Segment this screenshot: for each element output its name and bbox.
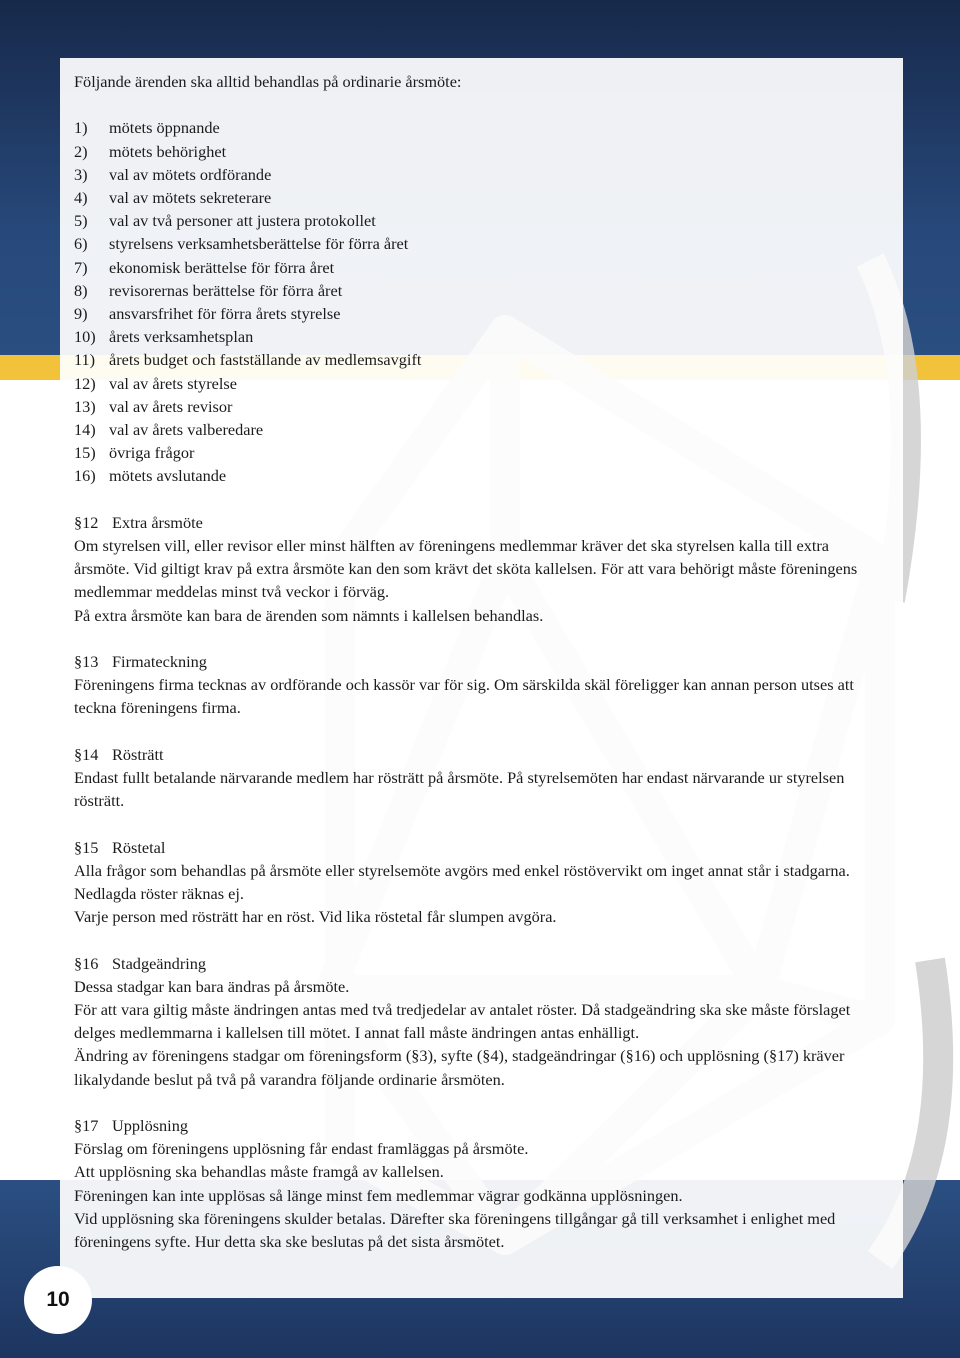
- list-item: [74, 163, 883, 186]
- list-item: [74, 140, 883, 163]
- section-paragraph: Föreningens firma tecknas av ordförande och kassör var för sig. Om särskilda skäl föreligger kan annan person utses att teckna föreningens firma.: [74, 675, 854, 718]
- list-item-number: 16): [74, 466, 96, 486]
- list-item: [74, 325, 883, 348]
- section-paragraph: Att upplösning ska behandlas måste framgå av kallelsen.: [74, 1162, 444, 1182]
- list-item: [74, 256, 883, 279]
- list-item-number: 4): [74, 188, 88, 207]
- list-item: [74, 186, 883, 209]
- section-symbol: §13: [74, 652, 99, 672]
- section-paragraph: På extra årsmöte kan bara de ärenden som nämnts i kallelsen behandlas.: [74, 605, 544, 625]
- list-item-number: 7): [74, 257, 88, 277]
- section-title: Upplösning: [112, 1116, 188, 1136]
- section-symbol: §16: [74, 953, 99, 973]
- list-item-number: 5): [74, 211, 88, 231]
- list-item-text: mötets behörighet: [109, 141, 227, 161]
- list-item: [74, 441, 883, 464]
- section-extra-arsmote: [74, 511, 883, 627]
- section-rostratt: [74, 743, 883, 813]
- list-item: [74, 279, 883, 302]
- list-item-text: val av mötets sekreterare: [109, 188, 272, 207]
- list-item-number: 13): [74, 396, 96, 416]
- page-number: 10: [24, 1266, 92, 1334]
- section-upplosning: [74, 1114, 883, 1253]
- list-item-number: 14): [74, 420, 96, 440]
- section-paragraph: Vid upplösning ska föreningens skulder betalas. Därefter ska föreningens tillgångar gå till verksamhet i enlighet med föreningens syfte. Hur detta ska ske beslutas på det sista årsmötet.: [74, 1208, 836, 1252]
- list-item-text: val av årets revisor: [109, 396, 233, 416]
- list-item-number: 6): [74, 234, 88, 254]
- section-stadgeandring: [74, 952, 883, 1091]
- section-paragraph: Om styrelsen vill, eller revisor eller minst hälften av föreningens medlemmar kräver det ska styrelsen kalla till extra årsmöte. Vid giltigt krav på extra årsmöte kan den som krävt det sköta kallelsen. För att vara behörigt måste föreningens medlemmar meddelas minst två veckor i förväg.: [74, 536, 858, 602]
- section-paragraph: Ändring av föreningens stadgar om föreningsform (§3), syfte (§4), stadgeändringar (§16) och upplösning (§17) kräver likalydande beslut på två på varandra följande ordinarie årsmöten.: [74, 1046, 845, 1089]
- section-paragraph: För att vara giltig måste ändringen antas med två tredjedelar av antalet röster. Då stadgeändring ska ske måste förslaget delges medlemmarna i kallelsen till mötet. I annat fall måste ändringen antas enhälligt.: [74, 1000, 851, 1043]
- section-heading: [74, 743, 883, 766]
- list-item-number: 12): [74, 373, 96, 393]
- section-paragraph: Alla frågor som behandlas på årsmöte eller styrelsemöte avgörs med enkel röstövervikt om inget annat står i stadgarna. Nedlagda röster räknas ej.: [74, 860, 850, 904]
- section-heading: [74, 511, 883, 534]
- list-item-text: ansvarsfrihet för förra årets styrelse: [109, 304, 341, 324]
- section-paragraph: Förslag om föreningens upplösning får endast framläggas på årsmöte.: [74, 1139, 529, 1159]
- list-item-number: 9): [74, 304, 88, 324]
- section-heading: [74, 836, 883, 859]
- intro-text: Följande ärenden ska alltid behandlas på ordinarie årsmöte:: [74, 72, 462, 91]
- list-item: [74, 418, 883, 441]
- section-paragraph: Endast fullt betalande närvarande medlem har rösträtt på årsmöte. På styrelsemöten har endast närvarande ur styrelsen rösträtt.: [74, 768, 845, 811]
- list-item-text: val av årets valberedare: [109, 420, 264, 440]
- list-item-text: val av årets styrelse: [109, 373, 237, 393]
- list-item-number: 15): [74, 443, 96, 463]
- list-item: [74, 348, 883, 371]
- section-heading: [74, 952, 883, 975]
- list-item: [74, 116, 883, 139]
- section-rostetal: [74, 836, 883, 929]
- list-item-text: årets budget och fastställande av medlemsavgift: [109, 350, 422, 370]
- list-item-text: mötets öppnande: [109, 118, 220, 138]
- section-heading: [74, 1114, 883, 1137]
- list-item-text: mötets avslutande: [109, 466, 227, 486]
- list-item-text: årets verksamhetsplan: [109, 327, 254, 347]
- list-item-number: 1): [74, 118, 88, 138]
- section-title: Rösträtt: [112, 744, 164, 764]
- list-item: [74, 372, 883, 395]
- section-title: Firmateckning: [112, 652, 207, 672]
- section-symbol: §14: [74, 744, 99, 764]
- section-title: Röstetal: [112, 837, 166, 857]
- list-item: [74, 302, 883, 325]
- list-item-number: 8): [74, 280, 88, 300]
- list-item-number: 2): [74, 141, 88, 161]
- section-paragraph: Dessa stadgar kan bara ändras på årsmöte.: [74, 976, 350, 996]
- list-item: [74, 209, 883, 232]
- agenda-list: [74, 116, 883, 487]
- list-item-text: övriga frågor: [109, 443, 195, 463]
- section-symbol: §12: [74, 512, 99, 532]
- list-item-text: ekonomisk berättelse för förra året: [109, 257, 335, 277]
- list-item-text: val av mötets ordförande: [109, 164, 272, 184]
- list-item: [74, 232, 883, 255]
- section-symbol: §15: [74, 837, 99, 857]
- list-item: [74, 464, 883, 487]
- list-item-number: 10): [74, 327, 96, 347]
- section-firmateckning: [74, 650, 883, 720]
- section-paragraph: Varje person med rösträtt har en röst. Vid lika röstetal får slumpen avgöra.: [74, 907, 557, 927]
- section-symbol: §17: [74, 1116, 99, 1136]
- section-title: Extra årsmöte: [112, 512, 203, 532]
- section-title: Stadgeändring: [112, 953, 207, 973]
- document-page: [60, 58, 903, 1298]
- list-item-number: 11): [74, 350, 96, 370]
- list-item-text: styrelsens verksamhetsberättelse för förra året: [109, 234, 409, 254]
- list-item-number: 3): [74, 164, 88, 184]
- list-item-text: val av två personer att justera protokollet: [109, 211, 376, 231]
- section-heading: [74, 650, 883, 673]
- list-item: [74, 395, 883, 418]
- section-paragraph: Föreningen kan inte upplösas så länge minst fem medlemmar vägrar godkänna upplösningen.: [74, 1185, 683, 1205]
- list-item-text: revisorernas berättelse för förra året: [109, 280, 343, 300]
